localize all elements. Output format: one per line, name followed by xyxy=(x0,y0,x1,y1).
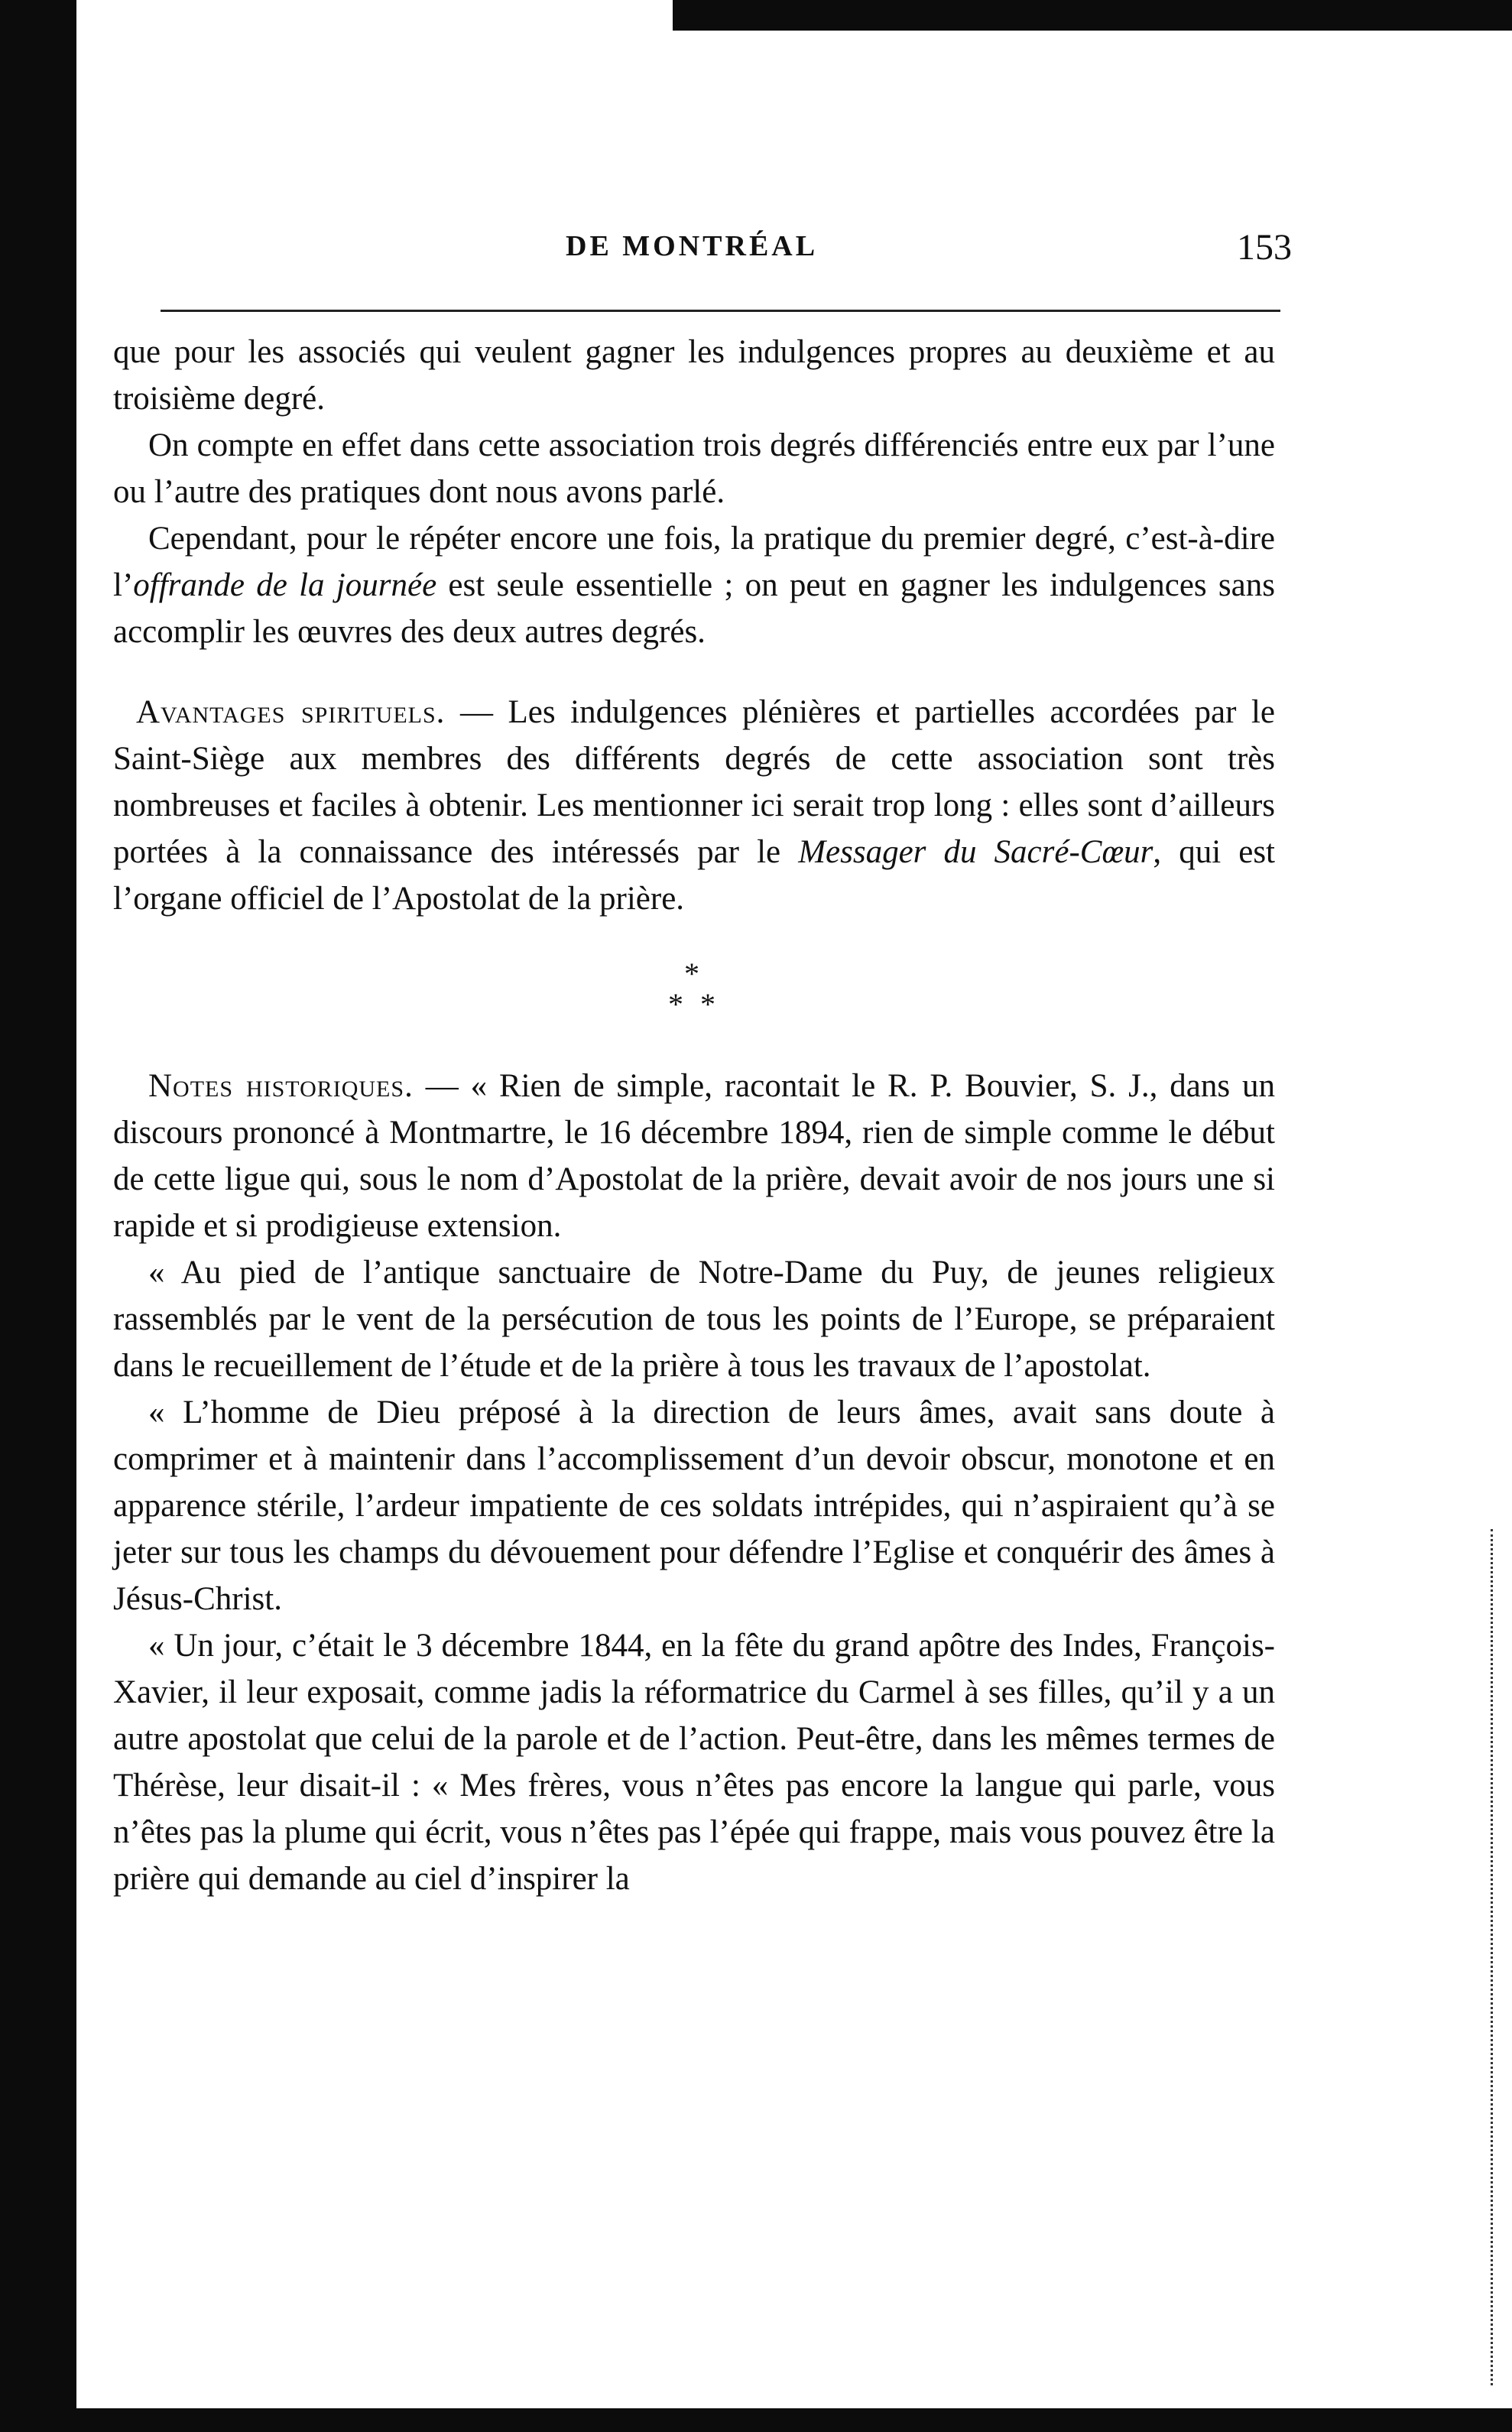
paragraph-avantages-text-a: — Les indulgences plénières et partielles accordées par le Saint-Siège aux membres des différents degrés de cette association sont très nombreuses et faciles à obtenir. Les mentionner ici serait trop long : elles sont d’ailleurs portées à la connaissance des intéressés par le xyxy=(113,694,1275,870)
scan-right-edge xyxy=(1491,1529,1502,2385)
header-rule xyxy=(161,310,1280,312)
scan-left-edge xyxy=(0,0,76,2432)
section-heading-avantages: Avantages spirituels. xyxy=(136,694,446,730)
asterism-top: * xyxy=(684,956,704,991)
paragraph-notes-text: — « Rien de simple, racontait le R. P. Bouvier, S. J., dans un discours prononcé à Montmartre, le 16 décembre 1894, rien de simple comme le début de cette ligue qui, sous le nom d’Apostolat de la prière, devait avoir de nos jours une si rapide et si prodigieuse extension. xyxy=(113,1068,1276,1244)
section-heading-notes: Notes historiques. xyxy=(148,1068,414,1104)
paragraph-2: On compte en effet dans cette association trois degrés différenciés entre eux par l’une ou l’autre des pratiques dont nous avons parlé. xyxy=(113,427,1275,510)
header-title: DE MONTRÉAL xyxy=(566,230,819,262)
asterism-bottom: * * xyxy=(668,987,720,1021)
paragraph-avantages xyxy=(113,689,1275,922)
paragraph-3-text-b: est seule essentielle ; on peut en gagner les indulgences sans accomplir les œuvres des deux autres degrés. xyxy=(113,567,1275,650)
page-body xyxy=(113,329,1275,1902)
paragraph-7: « L’homme de Dieu préposé à la direction de leurs âmes, avait sans doute à comprimer et à maintenir dans l’accomplissement d’un devoir obscur, monotone et en apparence stérile, l’ardeur impatiente de ces soldats intrépides, qui n’aspiraient qu’à se jeter sur tous les champs du dévouement pour défendre l’Eglise et conquérir des âmes à Jésus-Christ. xyxy=(113,1395,1275,1617)
paragraph-avantages-text-b: , qui est l’organe officiel de l’Apostolat de la prière. xyxy=(113,834,1275,917)
page-number: 153 xyxy=(1237,227,1292,268)
asterism xyxy=(113,956,1275,1021)
paragraph-1: que pour les associés qui veulent gagner les indulgences propres au deuxième et au troisième degré. xyxy=(113,334,1275,417)
paragraph-8: « Un jour, c’était le 3 décembre 1844, en la fête du grand apôtre des Indes, François-Xavier, il leur exposait, comme jadis la réformatrice du Carmel à ses filles, qu’il y a un autre apostolat que celui de la parole et de l’action. Peut-être, dans les mêmes termes de Thérèse, leur disait-il : « Mes frères, vous n’êtes pas encore la langue qui parle, vous n’êtes pas la plume qui écrit, vous n’êtes pas l’épée qui frappe, mais vous pouvez être la prière qui demande au ciel d’inspirer la xyxy=(113,1628,1275,1897)
paragraph-avantages-italic: Messager du Sacré-Cœur xyxy=(798,834,1153,870)
scan-bottom-edge xyxy=(0,2408,1512,2432)
paragraph-3 xyxy=(113,515,1275,655)
paragraph-3-italic: offrande de la journée xyxy=(133,567,437,603)
paragraph-6: « Au pied de l’antique sanctuaire de Notre-Dame du Puy, de jeunes religieux rassemblés par le vent de la persécution de tous les points de l’Europe, se préparaient dans le recueillement de l’étude et de la prière à tous les travaux de l’apostolat. xyxy=(113,1255,1275,1384)
paragraph-3-text-a: Cependant, pour le répéter encore une fois, la pratique du premier degré, c’est-à-dire l’ xyxy=(113,521,1275,603)
paragraph-notes xyxy=(113,1063,1275,1249)
running-head xyxy=(115,229,1292,283)
scan-top-edge xyxy=(673,0,1512,31)
